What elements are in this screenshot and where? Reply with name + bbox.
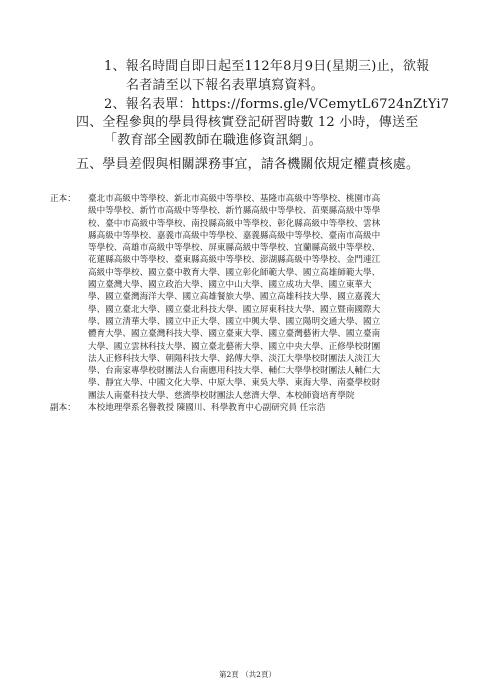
section-four-line-2: 「教育部全國教師在職進修資訊網」。 [104, 133, 322, 148]
recipient-line: 縣高級中等學校、嘉義市高級中等學校、嘉義縣高級中等學校、臺南市高級中 [88, 230, 381, 241]
recipient-line: 高級中等學校、國立臺中教育大學、國立彰化師範大學、國立高雄師範大學、 [88, 267, 381, 278]
page-total: （共2頁） [241, 670, 276, 679]
main-recipients [50, 193, 455, 402]
recipient-line: 學、國立臺灣海洋大學、國立高雄餐旅大學、國立高雄科技大學、國立嘉義大 [88, 292, 381, 303]
copy-recipients [50, 402, 455, 414]
recipient-line: 級中等學校、新竹市高級中等學校、新竹縣高級中等學校、苗栗縣高級中等學 [88, 206, 381, 217]
recipient-line: 臺北市高級中等學校、新北市高級中等學校、基隆市高級中等學校、桃園市高 [88, 194, 381, 204]
section-five-line-1: 五、學員差假與相關課務事宜，請各機關依規定權責核處。 [76, 157, 420, 172]
item-2-line-1: 2、報名表單：https://forms.gle/VCemytL6724nZtYi7 [104, 97, 450, 112]
recipient-line: 學、靜宜大學、中國文化大學、中原大學、東吳大學、東海大學、南臺學校財 [88, 378, 381, 389]
main-recipients-lines [88, 193, 455, 402]
section-four-line-1: 四、全程參與的學員得核實登記研習時數 12 小時，傳送至 [76, 115, 419, 130]
recipient-line: 等學校、高雄市高級中等學校、屏東縣高級中等學校、宜蘭縣高級中等學校、 [88, 243, 381, 254]
recipient-line: 體育大學、國立臺灣科技大學、國立臺東大學、國立臺灣藝術大學、國立臺南 [88, 329, 381, 340]
item-1-line-1: 1、報名時間自即日起至112年8月9日(星期三)止，欲報 [104, 59, 430, 74]
recipient-line: 國立臺灣大學、國立政治大學、國立中山大學、國立成功大學、國立東華大 [88, 280, 372, 291]
recipient-line: 花蓮縣高級中等學校、臺東縣高級中等學校、澎湖縣高級中等學校、金門連江 [88, 255, 381, 266]
recipient-line: 學、台南家專學校財團法人台南應用科技大學、輔仁大學學校財團法人輔仁大 [88, 366, 381, 377]
copy-recipients-lines [88, 402, 455, 414]
recipient-line: 本校地理學系名譽教授 陳國川、科學教育中心副研究員 任宗浩 [88, 403, 326, 414]
page-footer [0, 670, 495, 680]
recipient-line: 學、國立臺北大學、國立臺北科技大學、國立屏東科技大學、國立暨南國際大 [88, 304, 381, 315]
recipient-line: 大學、國立雲林科技大學、國立臺北藝術大學、國立中央大學、正修學校財團 [88, 341, 381, 352]
item-1-line-2: 名者請至以下報名表單填寫資料。 [126, 78, 325, 93]
main-recipients-label: 正本： [50, 194, 76, 204]
recipient-line: 法人正修科技大學、朝陽科技大學、銘傳大學、淡江大學學校財團法人淡江大 [88, 353, 381, 364]
recipient-line: 學、國立清華大學、國立中正大學、國立中興大學、國立陽明交通大學、國立 [88, 316, 381, 327]
recipient-line: 校、臺中市高級中等學校、南投縣高級中等學校、彰化縣高級中等學校、雲林 [88, 218, 381, 229]
page-number: 第2頁 [219, 670, 239, 679]
copy-recipients-label: 副本： [50, 403, 76, 414]
distribution-list [50, 193, 455, 414]
recipient-line: 團法人南臺科技大學、慈濟學校財團法人慈濟大學、本校師資培育學院 [88, 390, 355, 401]
